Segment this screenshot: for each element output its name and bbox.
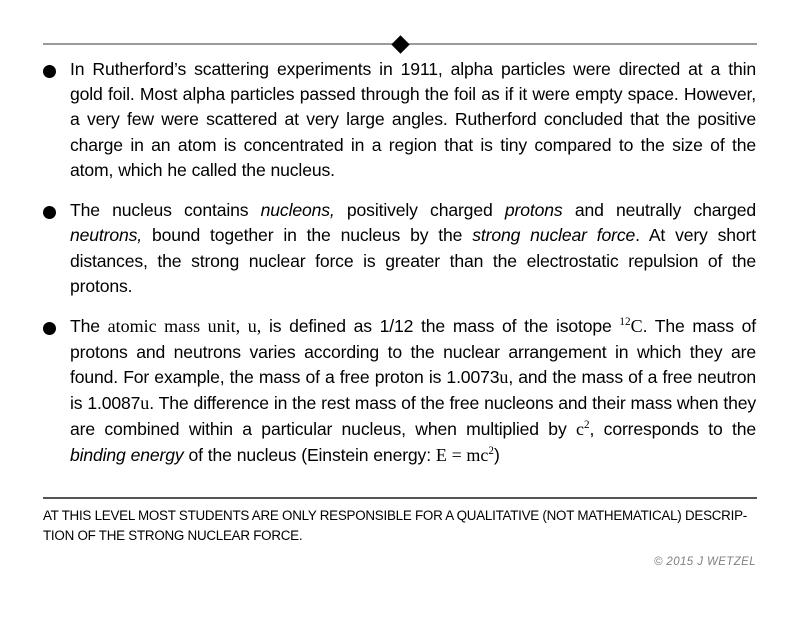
bullet-text-rutherford bbox=[70, 57, 756, 183]
bullet-3-seg-4: . The mass of protons and neutrons varies according to the nuclear arrangement in which they are found. For example, the mass of a free proton is 1.0073 bbox=[70, 316, 756, 388]
term-strong-nuclear-force: strong nuclear force bbox=[472, 225, 636, 246]
term-atomic-mass-unit: atomic mass unit, u, bbox=[107, 316, 262, 337]
bullet-2-seg-0: The nucleus contains bbox=[70, 200, 261, 221]
bullet-2-seg-2: positively charged bbox=[334, 200, 505, 221]
formula-exponent: 2 bbox=[488, 444, 494, 457]
term-protons: protons bbox=[504, 200, 563, 221]
footer-note-line-1: AT THIS LEVEL MOST STUDENTS ARE ONLY RESPONSIBLE FOR A QUALITATIVE (NOT MATHEMATICAL) DESCRIP- bbox=[43, 508, 747, 523]
formula-base: E = mc bbox=[435, 444, 489, 465]
bullet-dot-icon bbox=[43, 322, 56, 335]
isotope-superscript: 12 bbox=[619, 316, 631, 329]
bullet-1-segment-text: In Rutherford’s scattering experiments in 1911, alpha particles were directed at a thin gold foil. Most alpha particles passed through the foil as if it were empty space. However, a very few were scattered at very large angles. Rutherford concluded that the positive charge in an atom is concentrated in a region that is tiny compared to the size of the atom, which he called the nucleus. bbox=[70, 59, 756, 180]
c-squared-exponent: 2 bbox=[583, 418, 590, 431]
bullet-3-seg-10: , corresponds to the bbox=[589, 418, 756, 439]
unit-u-neutron: u bbox=[140, 393, 150, 413]
bullet-3-seg-0: The bbox=[70, 316, 108, 337]
bullet-3-seg-14: ) bbox=[494, 444, 500, 465]
term-neutrons: neutrons, bbox=[70, 225, 143, 246]
copyright-notice: © 2015 J WETZEL bbox=[653, 556, 756, 568]
bullet-3-seg-12: of the nucleus (Einstein energy: bbox=[183, 444, 436, 465]
term-nucleons: nucleons, bbox=[260, 200, 335, 221]
c-squared-base: c bbox=[575, 418, 584, 439]
footer-note-line-2: TION OF THE STRONG NUCLEAR FORCE. bbox=[43, 528, 303, 544]
isotope-carbon-12 bbox=[619, 316, 642, 336]
c-squared bbox=[576, 419, 590, 439]
bullet-2-seg-4: and neutrally charged bbox=[562, 200, 756, 221]
footer-divider bbox=[43, 497, 757, 499]
bullet-2-seg-8: . At very short distances, the strong nuclear force is greater than the electrostatic repulsion of the protons. bbox=[70, 225, 756, 296]
bullet-text-nucleons bbox=[70, 198, 756, 299]
bullet-3-seg-2: is defined as 1/12 the mass of the isotope bbox=[261, 316, 620, 337]
bullet-dot-icon bbox=[43, 65, 56, 78]
list-item bbox=[0, 198, 800, 299]
bullet-2-seg-6: bound together in the nucleus by the bbox=[142, 225, 473, 246]
bullet-text-atomic-mass-unit bbox=[70, 314, 756, 468]
top-divider bbox=[43, 34, 757, 56]
isotope-symbol: C bbox=[630, 316, 643, 337]
list-item bbox=[0, 57, 800, 183]
bullet-3-seg-6: , and the mass of a free neutron is 1.0087 bbox=[70, 367, 757, 413]
footer-note bbox=[43, 506, 761, 547]
bullet-dot-icon bbox=[43, 206, 56, 219]
body-content bbox=[0, 57, 800, 483]
bullet-3-seg-8: . The difference in the rest mass of the free nucleons and their mass when they are combined within a particular nucleus, when multiplied by bbox=[70, 393, 756, 439]
list-item bbox=[0, 314, 800, 468]
unit-u-proton: u bbox=[499, 367, 509, 388]
diamond-ornament-icon bbox=[391, 35, 409, 53]
term-binding-energy: binding energy bbox=[70, 444, 184, 465]
einstein-energy-formula bbox=[436, 445, 494, 465]
